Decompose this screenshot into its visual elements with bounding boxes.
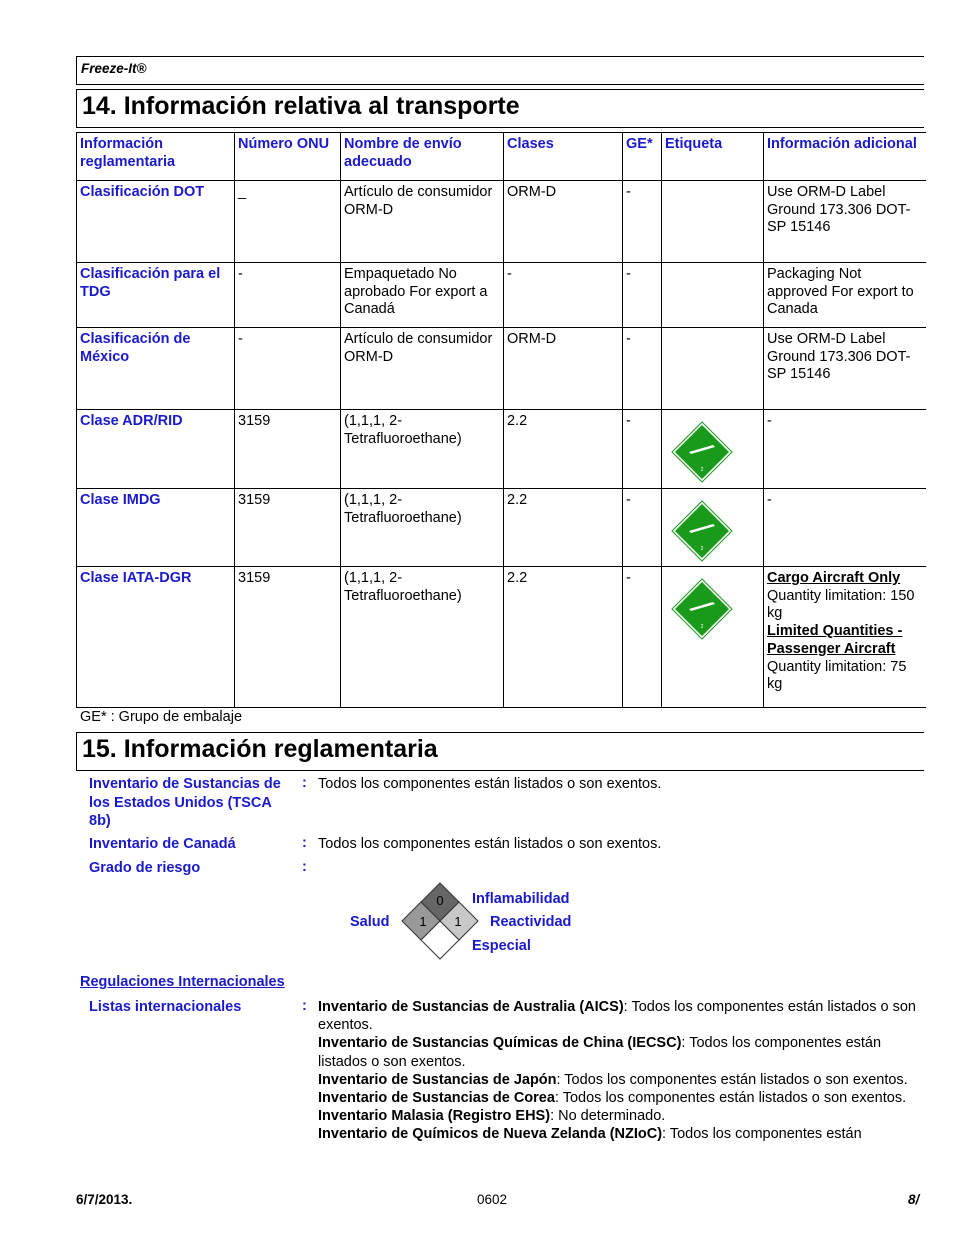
nfpa-reactivity-value: 1 — [454, 914, 462, 929]
additional-info: - — [764, 489, 926, 567]
un-number: 3159 — [235, 410, 341, 489]
colon: : — [302, 775, 307, 791]
shipping-name: (1,1,1, 2-Tetrafluoroethane) — [341, 567, 504, 708]
column-header: Clases — [504, 133, 623, 181]
document-header — [76, 56, 924, 85]
inventory-name: Inventario de Sustancias de Japón — [318, 1071, 557, 1088]
inventory-status: : Todos los componentes están — [662, 1126, 862, 1143]
footer-code: 0602 — [477, 1192, 508, 1207]
section-15-title: 15. Información reglamentaria — [82, 735, 438, 763]
colon: : — [302, 998, 307, 1014]
row-label: Clasificación de México — [77, 328, 235, 410]
packing-group: - — [623, 328, 662, 410]
packing-group: - — [623, 489, 662, 567]
footer-date: 6/7/2013. — [76, 1192, 133, 1207]
list-item — [318, 1107, 928, 1125]
class-number-text: 2 — [700, 546, 704, 552]
table-row — [77, 567, 926, 708]
colon: : — [302, 835, 307, 851]
product-name: Freeze-It® — [81, 61, 147, 76]
column-header: GE* — [623, 133, 662, 181]
passenger-quantity-limit: Quantity limitation: 75 kg — [767, 658, 907, 693]
packing-group: - — [623, 410, 662, 489]
hazard-class: - — [504, 263, 623, 328]
inventory-status: : Todos los componentes están listados o son exentos. — [556, 1071, 908, 1088]
inventory-status: : Todos los componentes están listados o son exentos. — [318, 999, 916, 1034]
nfpa-reactivity-label: Reactividad — [490, 914, 572, 930]
un-number: _ — [235, 181, 341, 263]
shipping-name: (1,1,1, 2-Tetrafluoroethane) — [341, 489, 504, 567]
hazard-class: 2.2 — [504, 489, 623, 567]
un-number: 3159 — [235, 489, 341, 567]
list-item — [318, 998, 928, 1034]
additional-info: - — [764, 410, 926, 489]
nfpa-health-label: Salud — [350, 914, 390, 930]
packing-group-footnote: GE* : Grupo de embalaje — [80, 709, 243, 725]
nfpa-hazard-diamond — [401, 882, 479, 960]
inventory-status: : Todos los componentes están listados o son exentos. — [318, 1035, 882, 1070]
international-lists-label: Listas internacionales — [89, 999, 242, 1015]
row-label: Clase IMDG — [77, 489, 235, 567]
table-row — [77, 410, 926, 489]
label-cell — [662, 263, 764, 328]
table-row — [77, 328, 926, 410]
passenger-aircraft-heading: Limited Quantities - Passenger Aircraft — [767, 623, 903, 657]
label-cell — [662, 489, 764, 567]
table-row — [77, 181, 926, 263]
inventory-name: Inventario de Sustancias de Australia (AICS) — [318, 999, 624, 1015]
nfpa-flammability-value: 0 — [436, 893, 444, 908]
table-row — [77, 263, 926, 328]
column-header: Información reglamentaria — [77, 133, 235, 181]
row-label: Clase IATA-DGR — [77, 567, 235, 708]
row-label: Clase ADR/RID — [77, 410, 235, 489]
table-row — [77, 489, 926, 567]
list-item — [318, 1125, 928, 1143]
inventory-status: : Todos los componentes están listados o son exentos. — [554, 1090, 907, 1107]
section-14-title: 14. Información relativa al transporte — [82, 92, 520, 120]
shipping-name: Empaquetado No aprobado For export a Canadá — [341, 263, 504, 328]
hazard-class: ORM-D — [504, 328, 623, 410]
packing-group: - — [623, 181, 662, 263]
column-header: Información adicional — [764, 133, 926, 181]
table-header-row — [77, 133, 926, 181]
list-item — [318, 1071, 928, 1089]
tsca-value: Todos los componentes están listados o son exentos. — [318, 776, 662, 792]
hazard-class: 2.2 — [504, 567, 623, 708]
row-label: Clasificación para el TDG — [77, 263, 235, 328]
shipping-name: Artículo de consumidor ORM-D — [341, 181, 504, 263]
inventory-name: Inventario de Sustancias de Corea — [318, 1090, 555, 1107]
shipping-name: Artículo de consumidor ORM-D — [341, 328, 504, 410]
tsca-label: Inventario de Sustancias de los Estados Unidos (TSCA 8b) — [89, 776, 281, 829]
colon: : — [302, 859, 307, 875]
label-cell — [662, 410, 764, 489]
list-item — [318, 1034, 928, 1070]
additional-info: Use ORM-D Label Ground 173.306 DOT-SP 15146 — [764, 328, 926, 410]
hazard-rating-label: Grado de riesgo — [89, 860, 201, 876]
non-flammable-gas-diamond-icon — [671, 421, 733, 483]
inventory-status: : No determinado. — [550, 1108, 666, 1125]
hazard-class: 2.2 — [504, 410, 623, 489]
label-cell — [662, 567, 764, 708]
section-14-title-box — [76, 89, 924, 128]
international-regulations-link[interactable]: Regulaciones Internacionales — [80, 974, 285, 990]
nfpa-flammability-label: Inflamabilidad — [472, 891, 570, 907]
non-flammable-gas-diamond-icon — [671, 500, 733, 562]
additional-info: Packaging Not approved For export to Canada — [764, 263, 926, 328]
list-item — [318, 1089, 928, 1107]
row-label: Clasificación DOT — [77, 181, 235, 263]
inventory-name: Inventario de Sustancias Químicas de China (IECSC) — [318, 1035, 682, 1052]
packing-group: - — [623, 567, 662, 708]
packing-group: - — [623, 263, 662, 328]
additional-info — [764, 567, 926, 708]
column-header: Nombre de envío adecuado — [341, 133, 504, 181]
hazard-class: ORM-D — [504, 181, 623, 263]
column-header: Etiqueta — [662, 133, 764, 181]
non-flammable-gas-diamond-icon — [671, 578, 733, 640]
un-number: - — [235, 328, 341, 410]
un-number: 3159 — [235, 567, 341, 708]
class-number-text: 2 — [700, 624, 704, 630]
label-cell — [662, 181, 764, 263]
label-cell — [662, 328, 764, 410]
column-header: Número ONU — [235, 133, 341, 181]
canada-value: Todos los componentes están listados o son exentos. — [318, 836, 662, 852]
footer-page-number: 8/ — [908, 1192, 920, 1207]
international-lists — [318, 998, 928, 1144]
shipping-name: (1,1,1, 2-Tetrafluoroethane) — [341, 410, 504, 489]
un-number: - — [235, 263, 341, 328]
nfpa-health-value: 1 — [419, 914, 427, 929]
section-15-title-box — [76, 732, 924, 771]
inventory-name: Inventario de Químicos de Nueva Zelanda (NZIoC) — [318, 1126, 663, 1143]
cargo-aircraft-heading: Cargo Aircraft Only — [767, 570, 901, 586]
additional-info: Use ORM-D Label Ground 173.306 DOT-SP 15146 — [764, 181, 926, 263]
canada-label: Inventario de Canadá — [89, 836, 236, 852]
class-number-text: 2 — [700, 467, 704, 473]
cargo-quantity-limit: Quantity limitation: 150 kg — [767, 587, 915, 622]
transport-table — [76, 132, 926, 708]
nfpa-special-label: Especial — [472, 938, 531, 954]
inventory-name: Inventario Malasia (Registro EHS) — [318, 1108, 551, 1125]
